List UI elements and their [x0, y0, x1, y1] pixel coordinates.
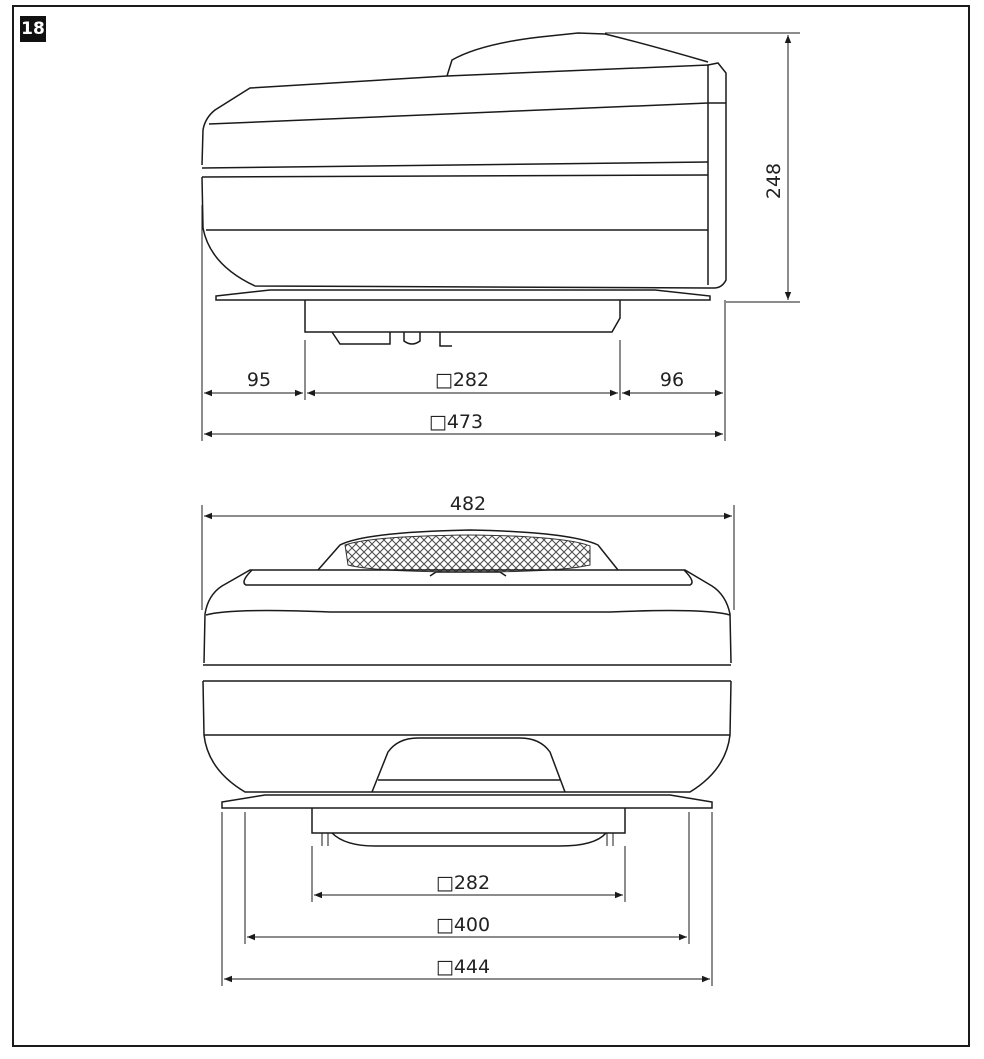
front-view	[203, 530, 731, 846]
side-line-2	[202, 162, 708, 168]
front-center-arch	[372, 738, 565, 792]
side-view-dimensions	[202, 205, 725, 441]
label-width-482: 482	[449, 493, 487, 515]
front-grille	[345, 535, 590, 572]
side-lower-body	[202, 177, 708, 288]
label-square-444: □444	[435, 956, 491, 978]
side-view	[202, 33, 726, 346]
figure-number-badge: 18	[20, 16, 46, 42]
label-offset-96: 96	[659, 369, 685, 391]
label-offset-95: 95	[246, 369, 272, 391]
side-top-hump	[447, 33, 708, 76]
dim-height-248	[605, 33, 800, 302]
side-duct	[305, 300, 620, 332]
label-square-400: □400	[435, 914, 491, 936]
front-plate	[222, 795, 712, 808]
label-square-473: □473	[428, 411, 484, 433]
front-duct	[312, 808, 625, 833]
label-square-282-front: □282	[435, 872, 491, 894]
front-top-shell	[204, 570, 731, 663]
side-plate	[216, 290, 710, 300]
side-line-1	[209, 103, 708, 124]
front-shell-curve	[206, 611, 730, 615]
front-lower-body	[203, 681, 731, 792]
side-line-3	[202, 175, 708, 177]
label-height-248: 248	[763, 162, 785, 200]
label-square-282-side: □282	[434, 369, 490, 391]
side-end-cap	[708, 63, 726, 288]
